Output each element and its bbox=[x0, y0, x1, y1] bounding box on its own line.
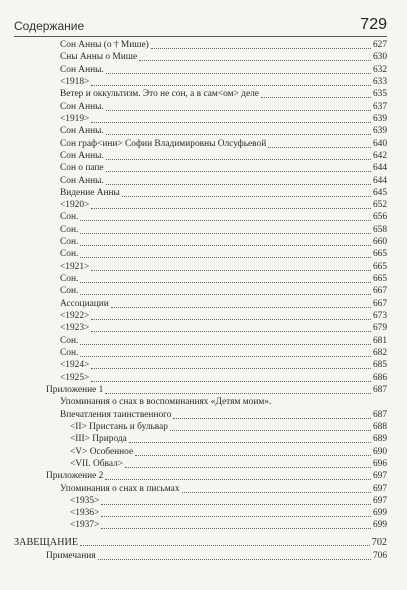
toc-entry-title: <1920> bbox=[60, 200, 90, 211]
dot-leader bbox=[101, 516, 371, 517]
toc-entry bbox=[70, 422, 387, 433]
toc-entry-title: Сон граф<ини> Софии Владимировны Олсуфьевой bbox=[60, 138, 267, 149]
toc-entry bbox=[60, 323, 387, 334]
toc-entry-page: 682 bbox=[372, 348, 387, 358]
toc-entry bbox=[60, 52, 387, 63]
dot-leader bbox=[106, 171, 371, 172]
dot-leader bbox=[268, 147, 371, 148]
toc-entry-title: Сон. bbox=[60, 348, 79, 358]
toc-entry bbox=[60, 484, 387, 495]
dot-leader bbox=[106, 134, 371, 135]
toc-entry bbox=[60, 151, 387, 162]
toc-entry-page: 685 bbox=[372, 360, 387, 371]
toc-entry-title: Ассоциации bbox=[60, 298, 109, 309]
dot-leader bbox=[91, 319, 371, 320]
dot-leader bbox=[91, 85, 371, 86]
dot-leader bbox=[80, 294, 371, 295]
toc-entry-page: 687 bbox=[372, 409, 387, 420]
dot-leader bbox=[80, 233, 371, 234]
toc-entry-title: <V> Особенное bbox=[70, 446, 134, 457]
toc-entry-page: 652 bbox=[372, 200, 387, 211]
toc-entry bbox=[60, 274, 387, 285]
toc-entry bbox=[60, 89, 387, 100]
dot-leader bbox=[91, 270, 371, 271]
toc-entry bbox=[14, 537, 387, 548]
toc-entry-title: <1925> bbox=[60, 372, 90, 383]
dot-leader bbox=[106, 110, 371, 111]
dot-leader bbox=[106, 73, 371, 74]
toc-entry-title: Сон. bbox=[60, 237, 79, 248]
toc-entry-title: <II> Пристань и бульвар bbox=[70, 421, 168, 432]
toc-entry-page: 699 bbox=[372, 520, 387, 531]
toc-entry-page: 642 bbox=[372, 150, 387, 161]
toc-entry-page: 639 bbox=[372, 113, 387, 124]
running-header bbox=[14, 14, 387, 37]
dot-leader bbox=[101, 504, 371, 505]
toc-entry-page: 696 bbox=[372, 458, 387, 469]
toc-entry bbox=[60, 139, 387, 150]
toc-entry bbox=[60, 286, 387, 297]
toc-entry bbox=[60, 311, 387, 322]
dot-leader bbox=[80, 245, 371, 246]
toc-entry-title: <1936> bbox=[70, 508, 100, 519]
toc-entry bbox=[60, 262, 387, 273]
toc-entry bbox=[60, 212, 387, 223]
toc-entry-title: Сон. bbox=[60, 286, 79, 297]
dot-leader bbox=[105, 479, 371, 480]
toc-entry-title: <VII. Обвал> bbox=[70, 458, 124, 469]
toc-entry-title: Сон Анны. bbox=[60, 126, 104, 137]
toc-entry-page: 688 bbox=[372, 421, 387, 432]
toc-entry bbox=[70, 496, 387, 507]
dot-leader bbox=[91, 208, 371, 209]
toc-entry bbox=[60, 360, 387, 371]
toc-entry-page: 665 bbox=[372, 261, 387, 272]
toc-entry-title: Сон. bbox=[60, 212, 79, 223]
toc-entry-page: 706 bbox=[372, 551, 387, 562]
toc-entry bbox=[46, 385, 387, 396]
dot-leader bbox=[135, 455, 371, 456]
toc-entry-page: 697 bbox=[372, 483, 387, 494]
toc-entry-title: Приложение 2 bbox=[46, 471, 104, 482]
toc-entry-title: Упоминания о снах в письмах bbox=[60, 483, 180, 494]
toc-entry-page: 656 bbox=[372, 212, 387, 223]
dot-leader bbox=[80, 545, 370, 546]
toc-entry bbox=[60, 348, 387, 359]
toc-entry-page: 665 bbox=[372, 274, 387, 285]
toc-entry bbox=[70, 520, 387, 531]
toc-entry-title: Приложение 1 bbox=[46, 384, 104, 395]
toc-entry bbox=[60, 176, 387, 187]
toc-entry-title: Ветер и оккультизм. Это не сон, а в сам<ом> деле bbox=[60, 89, 259, 100]
toc-entry bbox=[60, 373, 387, 384]
toc-entry-page: 665 bbox=[372, 249, 387, 260]
dot-leader bbox=[151, 48, 371, 49]
toc-entry bbox=[60, 410, 387, 421]
toc-entry-title: Сны Анны о Мише bbox=[60, 52, 138, 63]
toc-entry bbox=[70, 434, 387, 445]
toc-entry-page: 673 bbox=[372, 311, 387, 322]
toc-entry-page: 667 bbox=[372, 286, 387, 297]
toc-entry-title: Видение Анны bbox=[60, 187, 120, 198]
toc-entry-title: Впечатления таинственного bbox=[60, 409, 172, 420]
toc-entry-title: <III> Природа bbox=[70, 434, 127, 445]
toc-entry-title: Сон Анны. bbox=[60, 150, 104, 161]
toc-entry bbox=[70, 459, 387, 470]
toc-entry-page: 645 bbox=[372, 187, 387, 198]
toc-entry bbox=[60, 397, 387, 408]
toc-entry-page: 644 bbox=[372, 163, 387, 174]
toc-entry-page: 681 bbox=[372, 335, 387, 346]
toc-entry-title: Сон. bbox=[60, 274, 79, 285]
toc-entry-title: ЗАВЕЩАНИЕ bbox=[14, 536, 79, 548]
toc-entry bbox=[60, 77, 387, 88]
toc-entry bbox=[60, 126, 387, 137]
dot-leader bbox=[91, 368, 371, 369]
toc-entry bbox=[46, 551, 387, 562]
dot-leader bbox=[91, 122, 371, 123]
toc-entry bbox=[60, 249, 387, 260]
toc-entry-page: 667 bbox=[372, 298, 387, 309]
toc-entry bbox=[60, 225, 387, 236]
dot-leader bbox=[80, 257, 371, 258]
toc-entry-page: 630 bbox=[372, 52, 387, 63]
toc-entry-title: <1918> bbox=[60, 76, 90, 87]
dot-leader bbox=[170, 430, 371, 431]
toc-entry-title: Сон Анны. bbox=[60, 175, 104, 186]
dot-leader bbox=[101, 528, 371, 529]
dot-leader bbox=[98, 559, 371, 560]
toc-entry-title: Сон Анны. bbox=[60, 101, 104, 112]
dot-leader bbox=[91, 381, 371, 382]
toc-entry-title: Упоминания о снах в воспоминаниях «Детям моим». bbox=[60, 397, 272, 408]
toc-entry-page: 690 bbox=[372, 446, 387, 457]
toc-entry bbox=[60, 336, 387, 347]
dot-leader bbox=[111, 307, 371, 308]
dot-leader bbox=[173, 418, 370, 419]
dot-leader bbox=[122, 196, 371, 197]
toc-entry-page: 627 bbox=[372, 40, 387, 50]
toc-entry-title: Сон о папе bbox=[60, 163, 104, 174]
toc-entry bbox=[70, 447, 387, 458]
toc-entry-title: <1922> bbox=[60, 311, 90, 322]
section-title: Содержание bbox=[14, 19, 85, 33]
dot-leader bbox=[80, 356, 371, 357]
toc-entry bbox=[60, 65, 387, 76]
toc-entry-title: Сон. bbox=[60, 224, 79, 235]
toc-entry-title: Сон. bbox=[60, 335, 79, 346]
toc-entry-page: 697 bbox=[372, 495, 387, 506]
toc-entry bbox=[60, 163, 387, 174]
dot-leader bbox=[80, 282, 371, 283]
dot-leader bbox=[106, 159, 371, 160]
toc-entry-page: 689 bbox=[372, 434, 387, 445]
toc-entry-title: Сон Анны. bbox=[60, 64, 104, 75]
dot-leader bbox=[80, 344, 371, 345]
toc-entry bbox=[70, 508, 387, 519]
dot-leader bbox=[80, 220, 371, 221]
toc-entry-title: <1935> bbox=[70, 495, 100, 506]
toc-entry-title: <1919> bbox=[60, 113, 90, 124]
toc-entry-title: <1937> bbox=[70, 520, 100, 531]
toc-entry-title: Сон. bbox=[60, 249, 79, 260]
toc-entry bbox=[46, 471, 387, 482]
dot-leader bbox=[125, 467, 371, 468]
toc-entry-page: 679 bbox=[372, 323, 387, 334]
toc-entry-page: 632 bbox=[372, 64, 387, 75]
toc-entry-page: 686 bbox=[372, 372, 387, 383]
dot-leader bbox=[182, 492, 371, 493]
toc-entry-page: 637 bbox=[372, 101, 387, 112]
toc-entry-page: 702 bbox=[371, 536, 387, 548]
toc-entry-page: 639 bbox=[372, 126, 387, 137]
toc-entry-page: 644 bbox=[372, 175, 387, 186]
toc-entry-title: Сон Анны (о † Мише) bbox=[60, 40, 149, 50]
toc-entry bbox=[60, 102, 387, 113]
toc-entry bbox=[60, 114, 387, 125]
toc-entry bbox=[60, 200, 387, 211]
dot-leader bbox=[106, 184, 371, 185]
toc-entry-page: 658 bbox=[372, 224, 387, 235]
dot-leader bbox=[91, 331, 371, 332]
toc-entry-page: 660 bbox=[372, 237, 387, 248]
dot-leader bbox=[105, 393, 371, 394]
dot-leader bbox=[129, 442, 371, 443]
toc-entry-title: <1924> bbox=[60, 360, 90, 371]
toc-entry-title: Примечания bbox=[46, 551, 96, 562]
toc-entry bbox=[60, 299, 387, 310]
toc-entry-title: <1921> bbox=[60, 261, 90, 272]
toc-entry-page: 699 bbox=[372, 508, 387, 519]
toc-entry-page: 635 bbox=[372, 89, 387, 100]
page-number: 729 bbox=[360, 16, 387, 33]
toc-entry-page: 687 bbox=[372, 384, 387, 395]
toc-entry bbox=[60, 188, 387, 199]
toc-entry-page: 697 bbox=[372, 471, 387, 482]
toc-entry-title: <1923> bbox=[60, 323, 90, 334]
dot-leader bbox=[261, 97, 371, 98]
toc-entry-page: 640 bbox=[372, 138, 387, 149]
toc-entry bbox=[60, 237, 387, 248]
dot-leader bbox=[139, 60, 371, 61]
toc-entry-page: 633 bbox=[372, 76, 387, 87]
toc-entry bbox=[60, 40, 387, 51]
